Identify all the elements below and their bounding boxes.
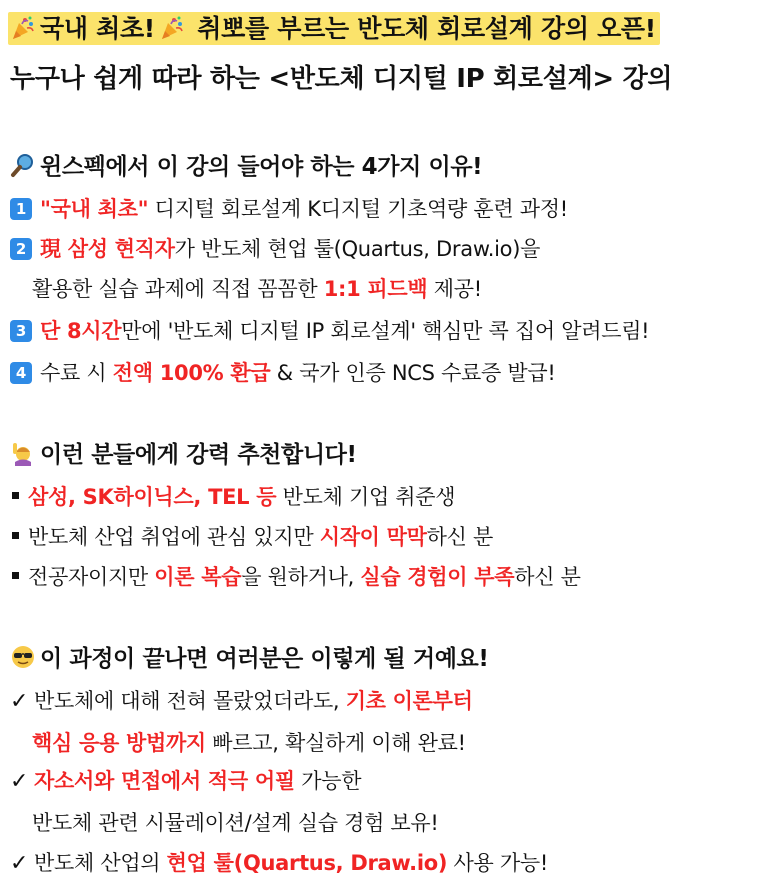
outcome-2-text: 가능한	[294, 769, 362, 793]
outcome-item-3	[10, 848, 548, 879]
bullet-square-icon	[12, 572, 19, 579]
reason-2-text: 가 반도체 현업 툴(Quartus, Draw.io)을	[174, 237, 541, 261]
reason-2-cont-emphasis: 1:1 피드백	[323, 277, 428, 301]
check-icon: ✓	[10, 851, 29, 876]
outcome-heading-text: 이 과정이 끝나면 여러분은 이렇게 될 거예요!	[40, 646, 489, 672]
outcome-heading	[10, 644, 488, 674]
reason-4-text: & 국가 인증 NCS 수료증 발급!	[270, 361, 556, 385]
keycap-2-icon: 2	[10, 238, 32, 260]
recommend-3-emphasis-1: 이론 복습	[154, 565, 242, 589]
reason-2-cont-text: 활용한 실습 과제에 직접 꼼꼼한	[32, 277, 324, 301]
reason-item-3	[10, 316, 649, 346]
page-subtitle: 누구나 쉽게 따라 하는 <반도체 디지털 IP 회로설계> 강의	[10, 64, 673, 94]
banner-highlight	[8, 12, 660, 45]
banner-part1: 국내 최초!	[40, 14, 155, 43]
reason-2-emphasis: 現 삼성 현직자	[40, 237, 175, 261]
recommend-2-emphasis: 시작이 막막	[319, 525, 427, 549]
reasons-heading-text: 윈스펙에서 이 강의 들어야 하는 4가지 이유!	[40, 154, 483, 180]
outcome-3-pre: 반도체 산업의	[34, 851, 167, 875]
outcome-item-1	[10, 686, 473, 717]
recommend-item-1	[10, 482, 455, 512]
check-icon: ✓	[10, 689, 29, 714]
raising-hand-icon	[10, 440, 36, 466]
outcome-2-emphasis: 자소서와 면접에서 적극 어필	[34, 769, 295, 793]
reason-1-text: 디지털 회로설계 K디지털 기초역량 훈련 과정!	[148, 197, 568, 221]
bullet-square-icon	[12, 532, 19, 539]
recommend-3-post: 하신 분	[514, 565, 581, 589]
sunglasses-face-icon	[10, 644, 36, 670]
recommend-3-mid: 을 원하거나,	[241, 565, 361, 589]
reason-3-text: 만에 '반도체 디지털 IP 회로설계' 핵심만 콕 집어 알려드림!	[121, 319, 650, 343]
outcome-1-cont-text: 빠르고, 확실하게 이해 완료!	[205, 731, 466, 755]
outcome-3-post: 사용 가능!	[447, 851, 548, 875]
magnifier-icon	[10, 152, 36, 178]
outcome-1-cont-emphasis: 핵심 응용 방법까지	[32, 731, 206, 755]
keycap-3-icon: 3	[10, 320, 32, 342]
outcome-item-1-cont	[32, 728, 466, 758]
reason-item-1	[10, 194, 568, 224]
outcome-3-emphasis: 현업 툴(Quartus, Draw.io)	[166, 851, 448, 875]
party-popper-icon	[159, 15, 185, 41]
reason-1-emphasis: "국내 최초"	[40, 197, 149, 221]
bullet-square-icon	[12, 492, 19, 499]
reason-item-2-cont	[32, 274, 482, 304]
outcome-1-pre: 반도체에 대해 전혀 몰랐었더라도,	[34, 689, 346, 713]
reason-4-pre: 수료 시	[40, 361, 113, 385]
keycap-4-icon: 4	[10, 362, 32, 384]
recommend-item-3	[10, 562, 581, 592]
reason-2-cont-post: 제공!	[427, 277, 482, 301]
banner	[8, 14, 660, 46]
reasons-heading	[10, 152, 482, 182]
reason-3-emphasis: 단 8시간	[40, 319, 122, 343]
recommend-2-pre: 반도체 산업 취업에 관심 있지만	[28, 525, 320, 549]
recommend-3-pre: 전공자이지만	[28, 565, 155, 589]
recommend-item-2	[10, 522, 493, 552]
outcome-item-2	[10, 766, 361, 797]
recommend-2-post: 하신 분	[426, 525, 493, 549]
recommend-heading	[10, 440, 357, 470]
reason-item-2	[10, 234, 540, 264]
keycap-1-icon: 1	[10, 198, 32, 220]
banner-part2: 취뽀를 부르는 반도체 회로설계 강의 오픈!	[188, 14, 656, 43]
party-popper-icon	[10, 15, 36, 41]
recommend-heading-text: 이런 분들에게 강력 추천합니다!	[40, 442, 357, 468]
recommend-1-text: 반도체 기업 취준생	[276, 485, 456, 509]
outcome-1-emphasis: 기초 이론부터	[345, 689, 473, 713]
check-icon: ✓	[10, 769, 29, 794]
reason-4-emphasis: 전액 100% 환급	[112, 361, 271, 385]
outcome-item-2-cont: 반도체 관련 시뮬레이션/설계 실습 경험 보유!	[32, 811, 439, 835]
recommend-1-emphasis: 삼성, SK하이닉스, TEL 등	[28, 485, 277, 509]
recommend-3-emphasis-2: 실습 경험이 부족	[360, 565, 515, 589]
reason-item-4	[10, 358, 556, 388]
